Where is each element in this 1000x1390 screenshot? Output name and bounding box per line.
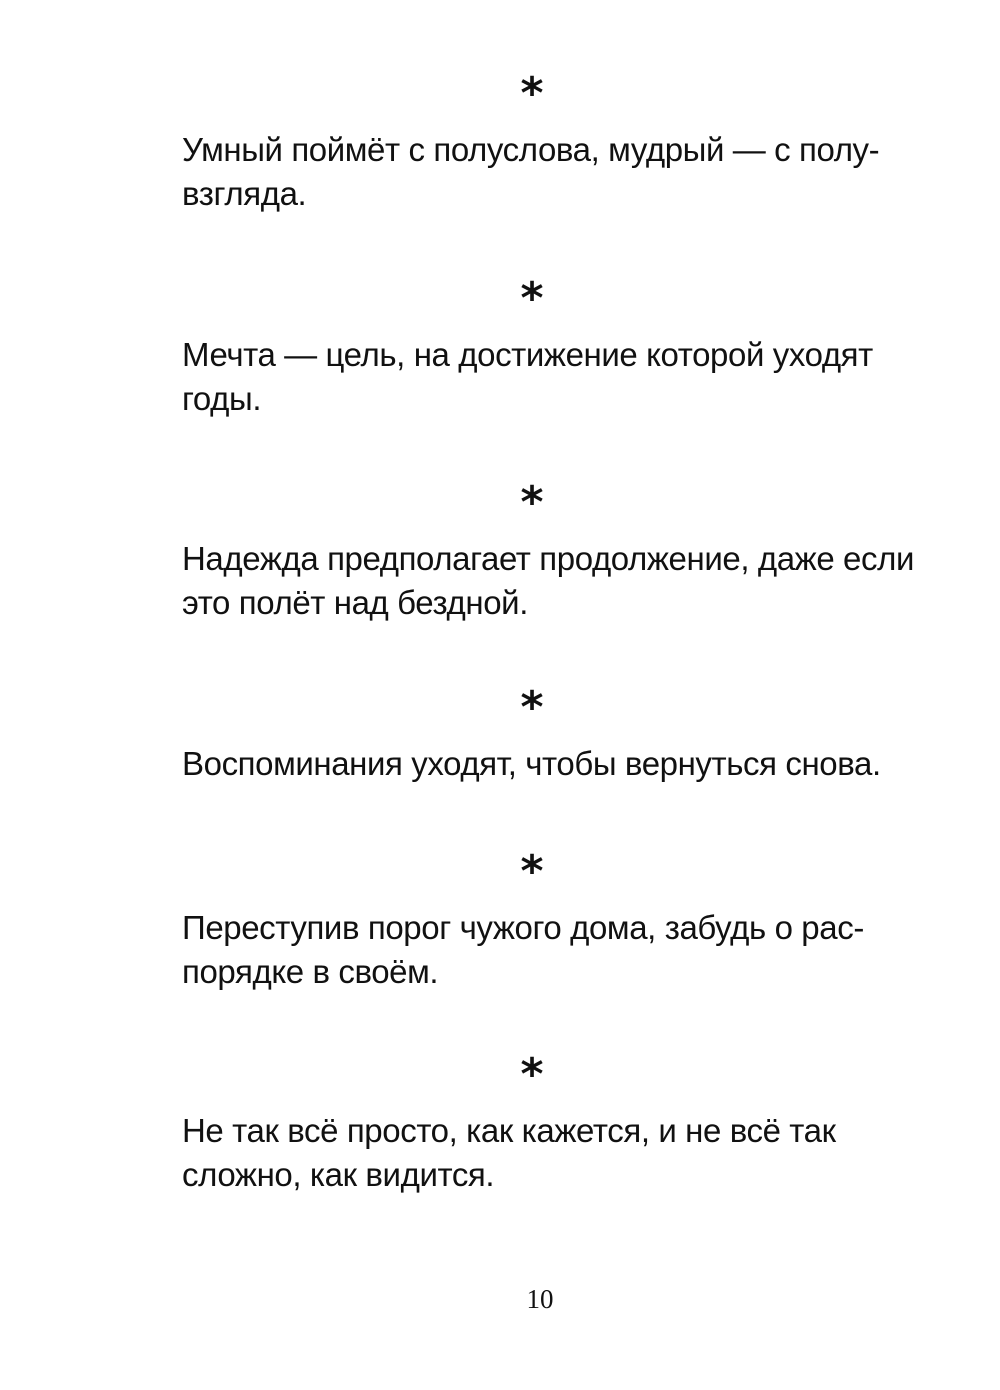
- aphorism-line: Мечта — цель, на достижение которой уходят: [182, 336, 873, 373]
- page-number: 10: [526, 1284, 554, 1314]
- separator-asterisk: *: [520, 682, 544, 733]
- aphorism-text: [182, 333, 873, 421]
- aphorism-text: [182, 742, 881, 786]
- aphorism-line: порядке в своём.: [182, 953, 439, 990]
- aphorism-line: годы.: [182, 380, 262, 417]
- aphorism-line: взгляда.: [182, 175, 307, 212]
- separator-asterisk: *: [520, 273, 544, 324]
- aphorism-text: [182, 537, 914, 625]
- aphorism-text: [182, 128, 879, 216]
- aphorism-text: [182, 1109, 836, 1197]
- aphorism-line: Надежда предполагает продолжение, даже если: [182, 540, 915, 577]
- aphorism-line: Умный поймёт с полуслова, мудрый — с полу-: [182, 131, 880, 168]
- aphorism-line: это полёт над бездной.: [182, 584, 528, 621]
- aphorism-line: Переступив порог чужого дома, забудь о рас-: [182, 909, 864, 946]
- aphorism-text: [182, 906, 864, 994]
- aphorism-line: Не так всё просто, как кажется, и не всё так: [182, 1112, 836, 1149]
- separator-asterisk: *: [520, 68, 544, 119]
- separator-asterisk: *: [520, 477, 544, 528]
- separator-asterisk: *: [520, 1049, 544, 1100]
- aphorism-line: сложно, как видится.: [182, 1156, 495, 1193]
- separator-asterisk: *: [520, 846, 544, 897]
- aphorism-line: Воспоминания уходят, чтобы вернуться снова.: [182, 745, 881, 782]
